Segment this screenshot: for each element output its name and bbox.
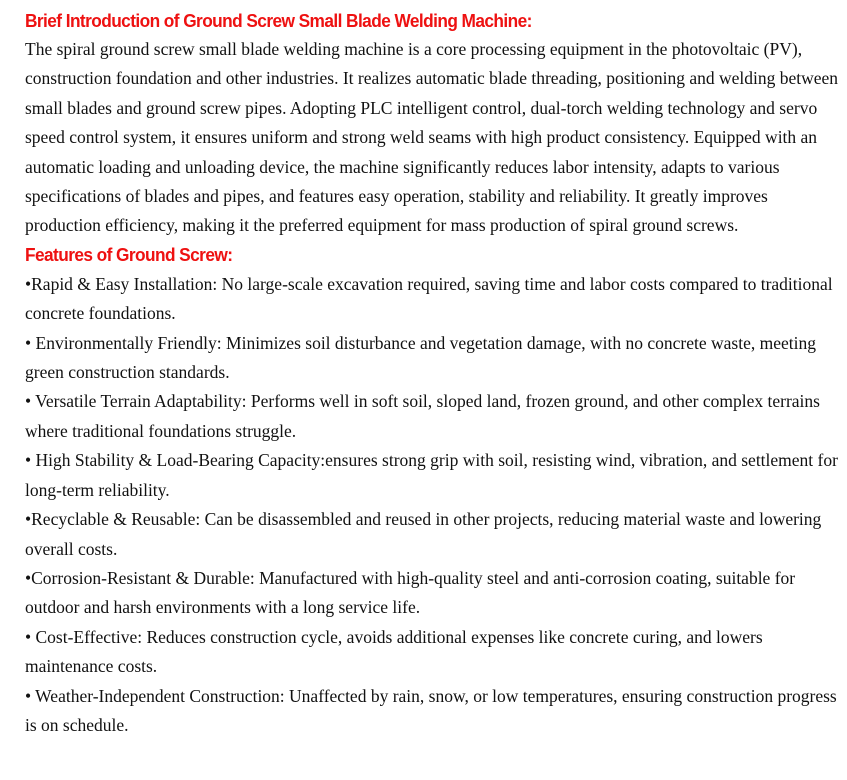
feature-item-terrain-adaptability: • Versatile Terrain Adaptability: Performs well in soft soil, sloped land, frozen ground, and other complex terrains where traditional foundations struggle.: [25, 391, 820, 441]
feature-item-weather-independent: • Weather-Independent Construction: Unaffected by rain, snow, or low temperatures, ensuring construction progress is on schedule.: [25, 685, 837, 735]
features-heading: Features of Ground Screw:: [25, 244, 233, 265]
feature-item-recyclable: •Recyclable & Reusable: Can be disassembled and reused in other projects, reducing material waste and lowering overall costs.: [25, 509, 822, 559]
document-body: [25, 8, 843, 740]
feature-item-high-stability: • High Stability & Load-Bearing Capacity:ensures strong grip with soil, resisting wind, vibration, and settlement for long-term reliability.: [25, 450, 838, 500]
feature-item-environmentally-friendly: • Environmentally Friendly: Minimizes soil disturbance and vegetation damage, with no concrete waste, meeting green construction standards.: [25, 332, 816, 383]
features-list: [25, 270, 843, 741]
intro-paragraph: The spiral ground screw small blade welding machine is a core processing equipment in the photovoltaic (PV), construction foundation and other industries. It realizes automatic blade threading, positioning and welding between small blades and ground screw pipes. Adopting PLC intelligent control, dual-torch welding technology and servo speed control system, it ensures uniform and strong weld seams with high product consistency. Equipped with an automatic loading and unloading device, the machine significantly reduces labor intensity, adapts to various specifications of blades and pipes, and features easy operation, stability and reliability. It greatly improves production efficiency, making it the preferred equipment for mass production of spiral ground screws.: [25, 39, 839, 236]
feature-item-corrosion-resistant: •Corrosion-Resistant & Durable: Manufactured with high-quality steel and anti-corrosion coating, suitable for outdoor and harsh environments with a long service life.: [25, 567, 796, 618]
feature-item-cost-effective: • Cost-Effective: Reduces construction cycle, avoids additional expenses like concrete curing, and lowers maintenance costs.: [25, 626, 763, 677]
feature-item-rapid-installation: •Rapid & Easy Installation: No large-scale excavation required, saving time and labor costs compared to traditional concrete foundations.: [25, 273, 833, 324]
intro-heading: Brief Introduction of Ground Screw Small Blade Welding Machine:: [25, 11, 532, 31]
